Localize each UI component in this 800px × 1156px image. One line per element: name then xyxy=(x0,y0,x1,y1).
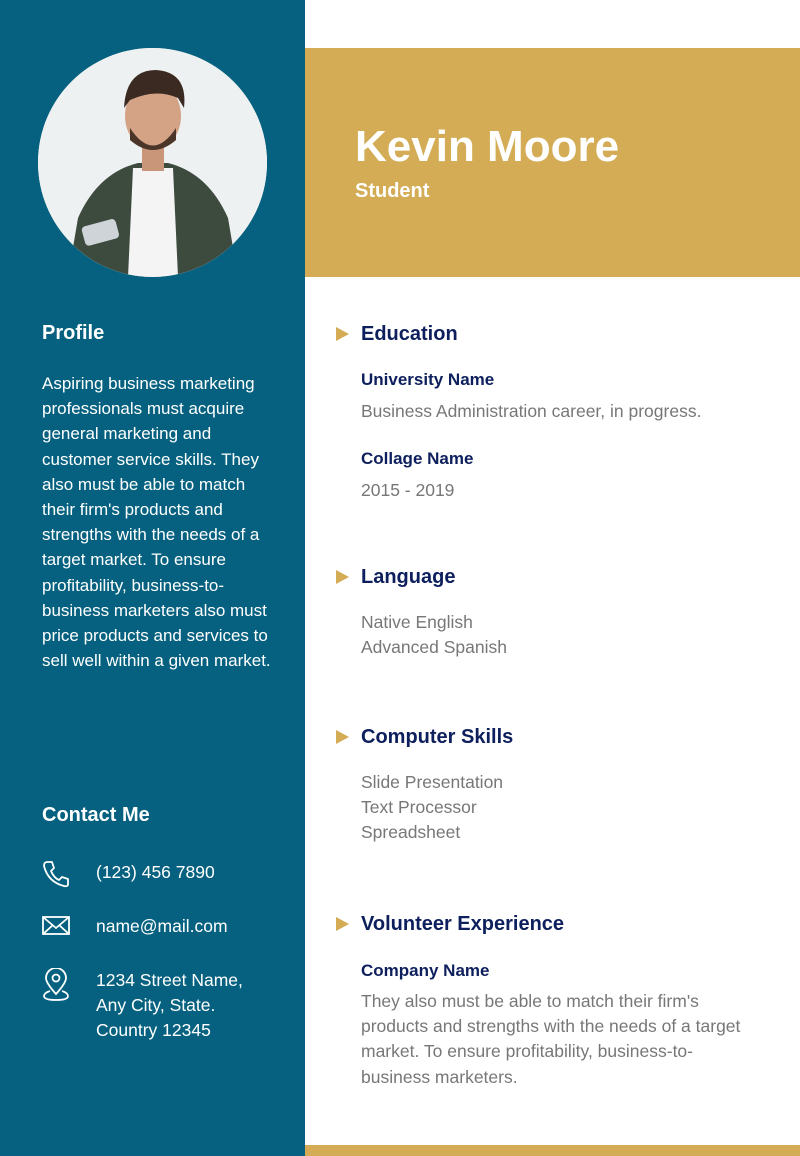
phone-text: (123) 456 7890 xyxy=(96,862,215,882)
language-heading: Language xyxy=(361,566,456,588)
education-item-detail: 2015 - 2019 xyxy=(361,480,455,501)
profile-heading: Profile xyxy=(42,322,105,344)
contact-phone xyxy=(42,860,292,890)
header-banner xyxy=(305,48,800,277)
volunteer-text: They also must be able to match their firm's products and strengths with the needs of a target market. To ensure profitability, business-to-business marketers. xyxy=(361,991,741,1087)
volunteer-heading: Volunteer Experience xyxy=(361,913,565,935)
person-name: Kevin Moore xyxy=(355,122,620,171)
contact-email xyxy=(42,914,292,944)
education-item-detail: Business Administration career, in progress. xyxy=(361,401,702,421)
location-pin-icon xyxy=(42,968,70,1000)
language-section xyxy=(336,564,776,660)
email-text: name@mail.com xyxy=(96,916,228,936)
address-text: 1234 Street Name, Any City, State. Country 12345 xyxy=(96,970,243,1041)
contact-address xyxy=(42,968,292,1048)
computer-skills-list: Slide Presentation Text Processor Spreadsheet xyxy=(361,772,504,843)
education-item-name: Collage Name xyxy=(361,449,474,469)
language-list: Native English Advanced Spanish xyxy=(361,612,507,658)
education-section xyxy=(336,321,776,503)
phone-icon xyxy=(42,860,70,892)
volunteer-section xyxy=(336,911,776,1090)
profile-photo xyxy=(38,48,267,277)
sidebar xyxy=(0,0,305,1156)
computer-skills-section xyxy=(336,724,776,846)
contact-heading: Contact Me xyxy=(42,804,150,826)
triangle-bullet-icon xyxy=(336,917,349,931)
computer-skills-heading: Computer Skills xyxy=(361,726,514,748)
profile-text: Aspiring business marketing professionals must acquire general marketing and customer service skills. They also must be able to match their firm's products and strengths with the needs of a target market. To ensure profitability, business-to-business marketers also must price products and services to sell well within a given market. xyxy=(42,374,271,671)
triangle-bullet-icon xyxy=(336,730,349,744)
education-item-name: University Name xyxy=(361,370,495,389)
person-role: Student xyxy=(355,180,430,202)
footer-accent-bar xyxy=(305,1145,800,1156)
triangle-bullet-icon xyxy=(336,327,349,341)
mail-icon xyxy=(42,914,70,946)
volunteer-company: Company Name xyxy=(361,961,490,980)
education-heading: Education xyxy=(361,323,458,345)
triangle-bullet-icon xyxy=(336,570,349,584)
